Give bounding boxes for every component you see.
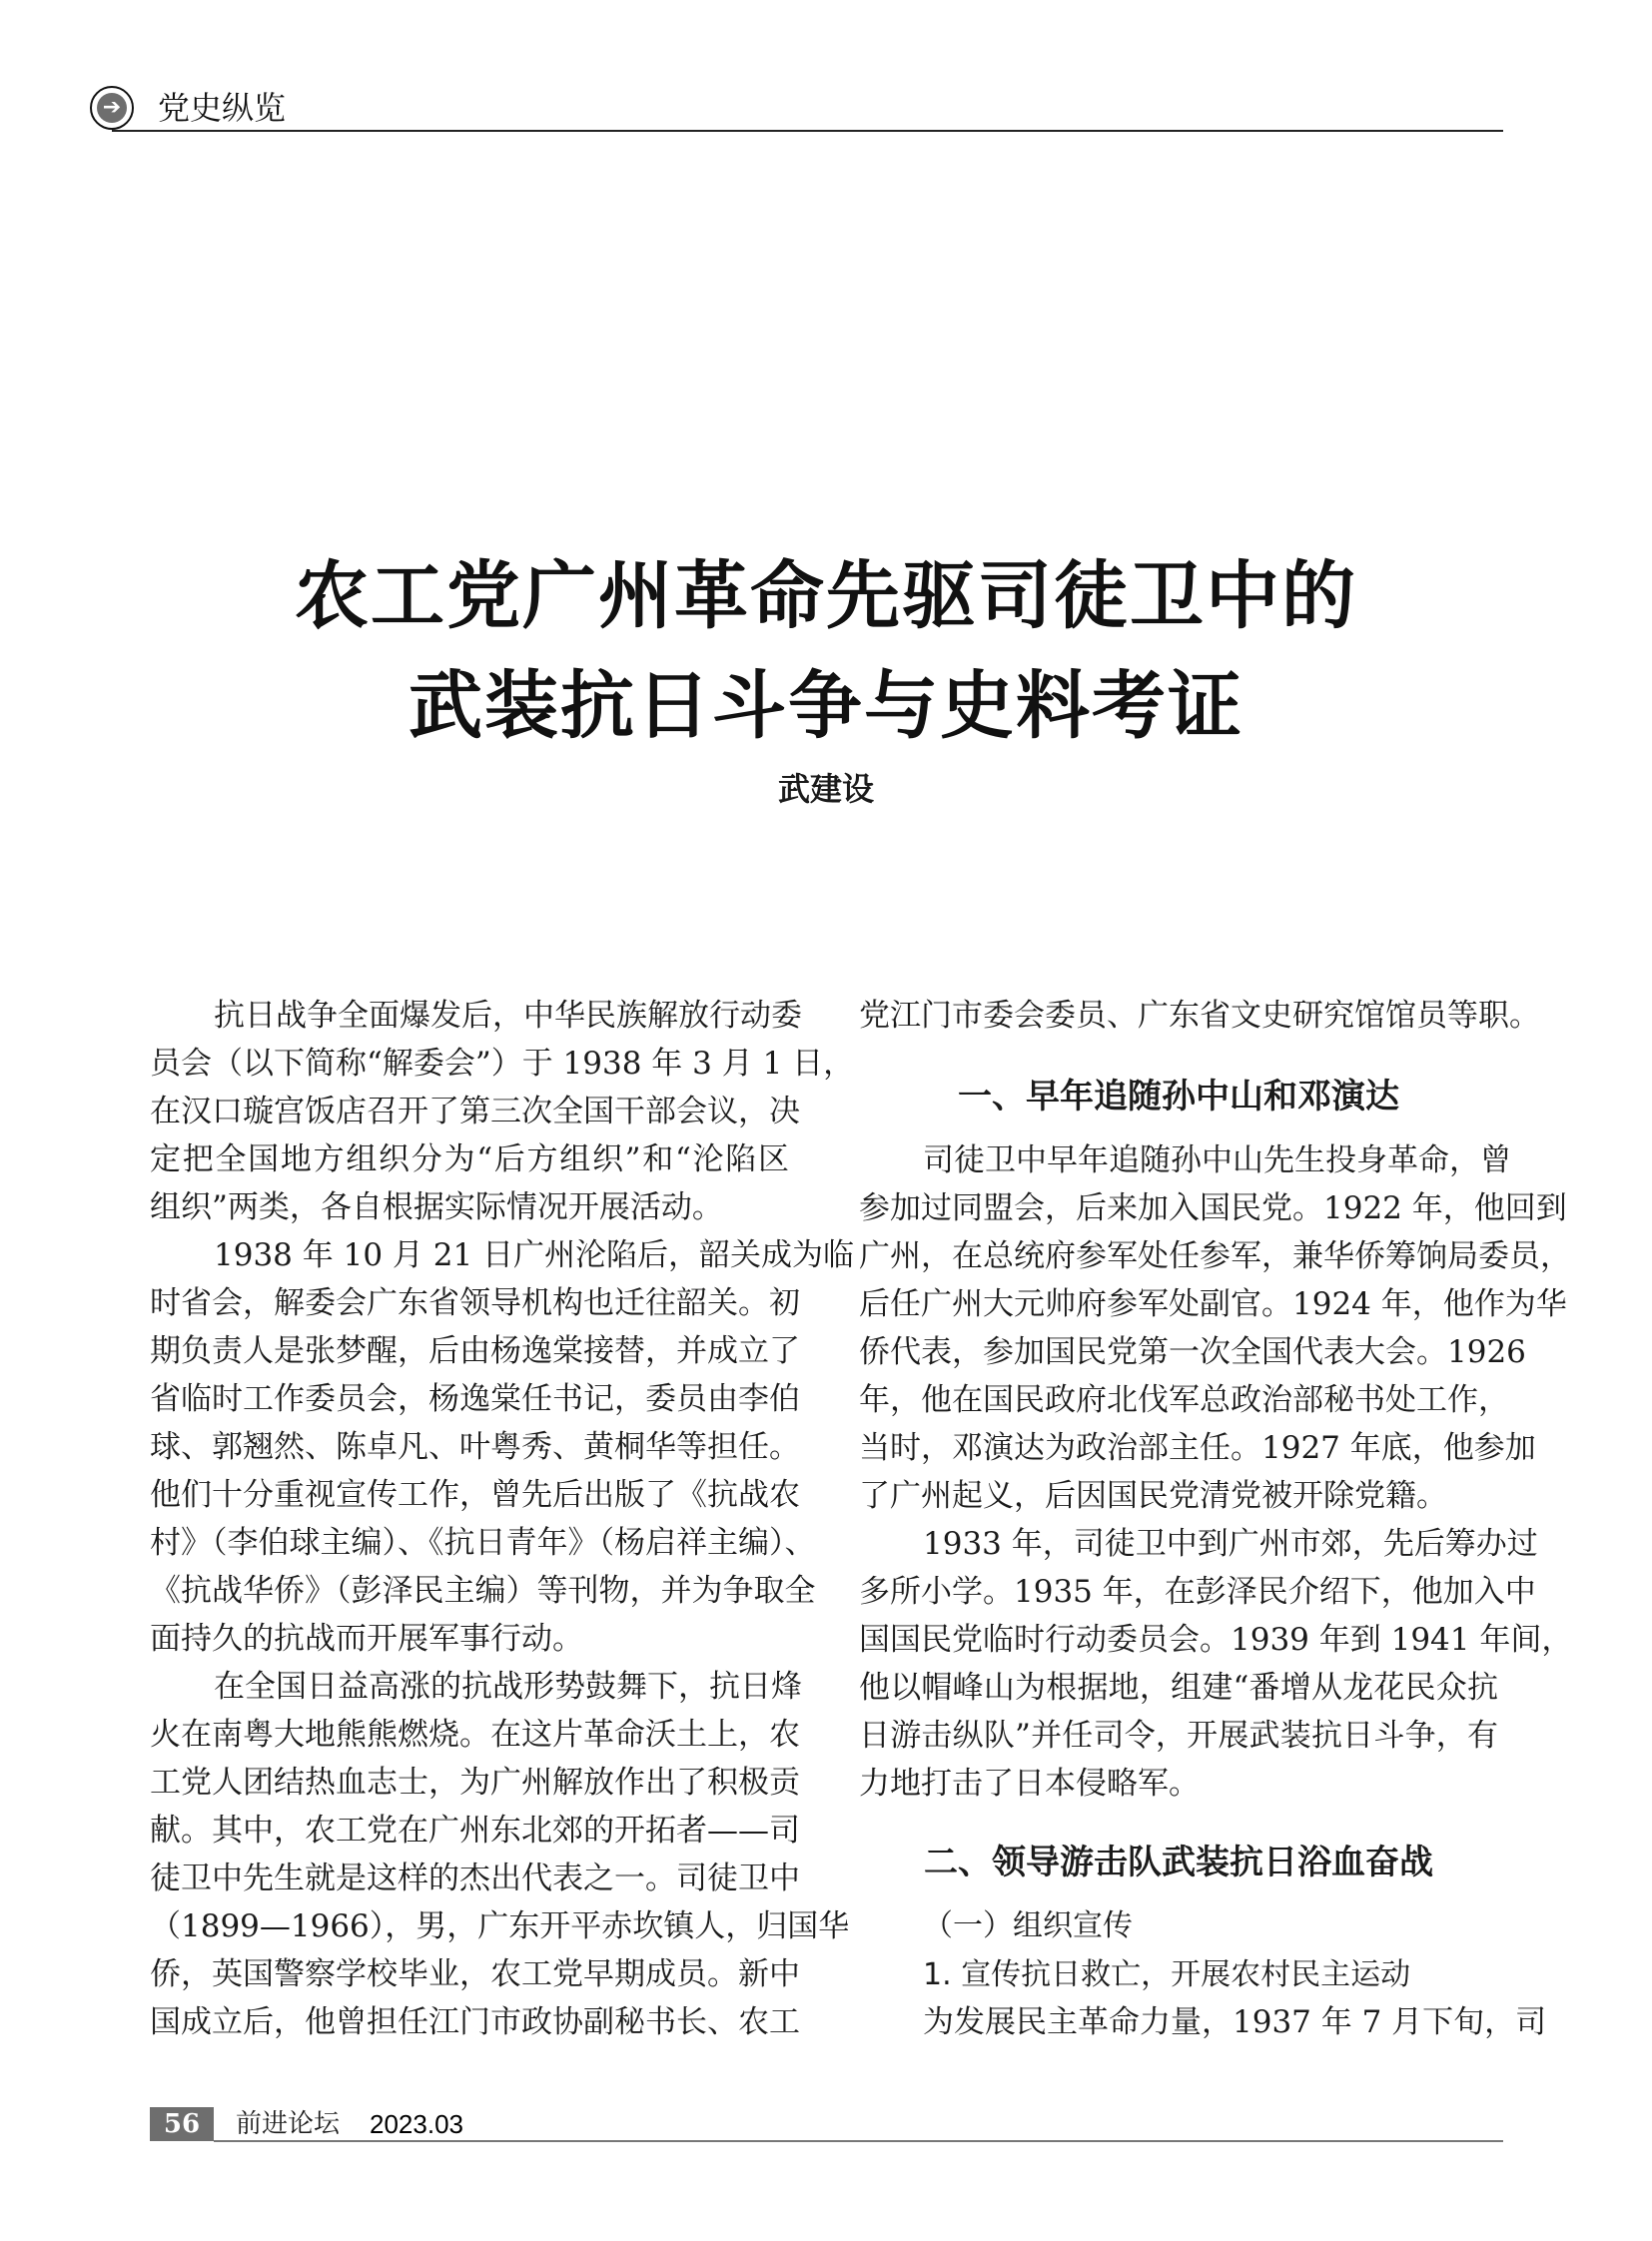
- body-text-line: 侨代表，参加国民党第一次全国代表大会。1926: [859, 1334, 1526, 1370]
- body-text-line: 他们十分重视宣传工作，曾先后出版了《抗战农: [150, 1477, 800, 1513]
- body-text-line: 力地打击了日本侵略军。: [859, 1766, 1200, 1802]
- body-text-line: 火在南粤大地熊熊燃烧。在这片革命沃土上，农: [150, 1717, 800, 1753]
- body-text-line: 员会（以下简称“解委会”）于 1938 年 3 月 1 日，: [150, 1046, 855, 1082]
- body-text-line: 1933 年，司徒卫中到广州市郊，先后筹办过: [923, 1526, 1538, 1562]
- body-text-line: 侨，英国警察学校毕业，农工党早期成员。新中: [150, 1956, 800, 1992]
- body-text-line: 后任广州大元帅府参军处副官。1924 年，他作为华: [859, 1286, 1567, 1322]
- body-text-line: 党江门市委会委员、广东省文史研究馆馆员等职。: [859, 998, 1540, 1034]
- body-text-line: 日游击纵队”并任司令，开展武装抗日斗争，有: [859, 1718, 1498, 1754]
- body-text-line: 定把全国地方组织分为“后方组织”和“沦陷区: [150, 1141, 789, 1177]
- body-text-line: 在汉口璇宫饭店召开了第三次全国干部会议，决: [150, 1094, 800, 1129]
- body-text-line: 参加过同盟会，后来加入国民党。1922 年，他回到: [859, 1190, 1567, 1226]
- body-text-line: 了广州起义，后因国民党清党被开除党籍。: [859, 1478, 1447, 1514]
- body-text-line: （1899—1966），男，广东开平赤坎镇人，归国华: [150, 1908, 850, 1944]
- body-text-line: 球、郭翘然、陈卓凡、叶粤秀、黄桐华等担任。: [150, 1429, 800, 1465]
- body-text-line: 时省会，解委会广东省领导机构也迁往韶关。初: [150, 1285, 800, 1321]
- body-text-line: 司徒卫中早年追随孙中山先生投身革命，曾: [923, 1142, 1511, 1178]
- section-heading: 二、领导游击队武装抗日浴血奋战: [924, 1843, 1433, 1882]
- article-author: 武建设: [777, 770, 874, 808]
- section-label: 党史纵览: [158, 89, 287, 127]
- section-heading: 一、早年追随孙中山和邓演达: [958, 1077, 1399, 1117]
- header-divider: [112, 130, 1503, 132]
- body-text-line: 多所小学。1935 年，在彭泽民介绍下，他加入中: [859, 1574, 1536, 1610]
- body-text-line: 期负责人是张梦醒，后由杨逸棠接替，并成立了: [150, 1333, 800, 1369]
- body-text-line: 面持久的抗战而开展军事行动。: [150, 1621, 583, 1657]
- body-text-line: 他以帽峰山为根据地，组建“番增从龙花民众抗: [859, 1670, 1498, 1706]
- footer-divider: [214, 2140, 1503, 2142]
- body-text-line: 广州，在总统府参军处任参军，兼华侨筹饷局委员，: [859, 1238, 1571, 1274]
- article-title-line-2: 武装抗日斗争与史料考证: [409, 663, 1243, 749]
- magazine-name: 前进论坛: [236, 2109, 341, 2139]
- subsection-heading: （一）组织宣传: [923, 1908, 1133, 1943]
- body-text-line: 《抗战华侨》（彭泽民主编）等刊物，并为争取全: [150, 1573, 816, 1609]
- body-text-line: 1938 年 10 月 21 日广州沦陷后，韶关成为临: [214, 1237, 855, 1273]
- body-text-line: 工党人团结热血志士，为广州解放作出了积极贡: [150, 1765, 800, 1801]
- body-text-line: 国成立后，他曾担任江门市政协副秘书长、农工: [150, 2004, 800, 2040]
- body-text-line: 省临时工作委员会，杨逸棠任书记，委员由李伯: [150, 1381, 800, 1417]
- body-text-line: 村》（李伯球主编）、《抗日青年》（杨启祥主编）、: [150, 1525, 816, 1561]
- body-text-line: 当时，邓演达为政治部主任。1927 年底，他参加: [859, 1430, 1536, 1466]
- body-text-line: 献。其中，农工党在广州东北郊的开拓者——司: [150, 1813, 800, 1849]
- body-text-line: 抗日战争全面爆发后，中华民族解放行动委: [214, 998, 802, 1034]
- body-text-line: 组织”两类，各自根据实际情况开展活动。: [150, 1189, 723, 1225]
- page-number: 56: [150, 2107, 214, 2141]
- item-heading: 1. 宣传抗日救亡，开展农村民主运动: [923, 1957, 1411, 1992]
- body-text-line: 在全国日益高涨的抗战形势鼓舞下，抗日烽: [214, 1669, 802, 1705]
- body-text-line: 徒卫中先生就是这样的杰出代表之一。司徒卫中: [150, 1861, 800, 1896]
- body-text-line: 为发展民主革命力量，1937 年 7 月下旬，司: [923, 2004, 1547, 2040]
- article-title-line-1: 农工党广州革命先驱司徒卫中的: [295, 553, 1357, 639]
- issue-date: 2023.03: [370, 2109, 463, 2139]
- body-text-line: 国国民党临时行动委员会。1939 年到 1941 年间，: [859, 1622, 1573, 1658]
- body-text-line: 年，他在国民政府北伐军总政治部秘书处工作，: [859, 1382, 1509, 1418]
- arrow-right-circle-icon: ➔: [90, 86, 134, 130]
